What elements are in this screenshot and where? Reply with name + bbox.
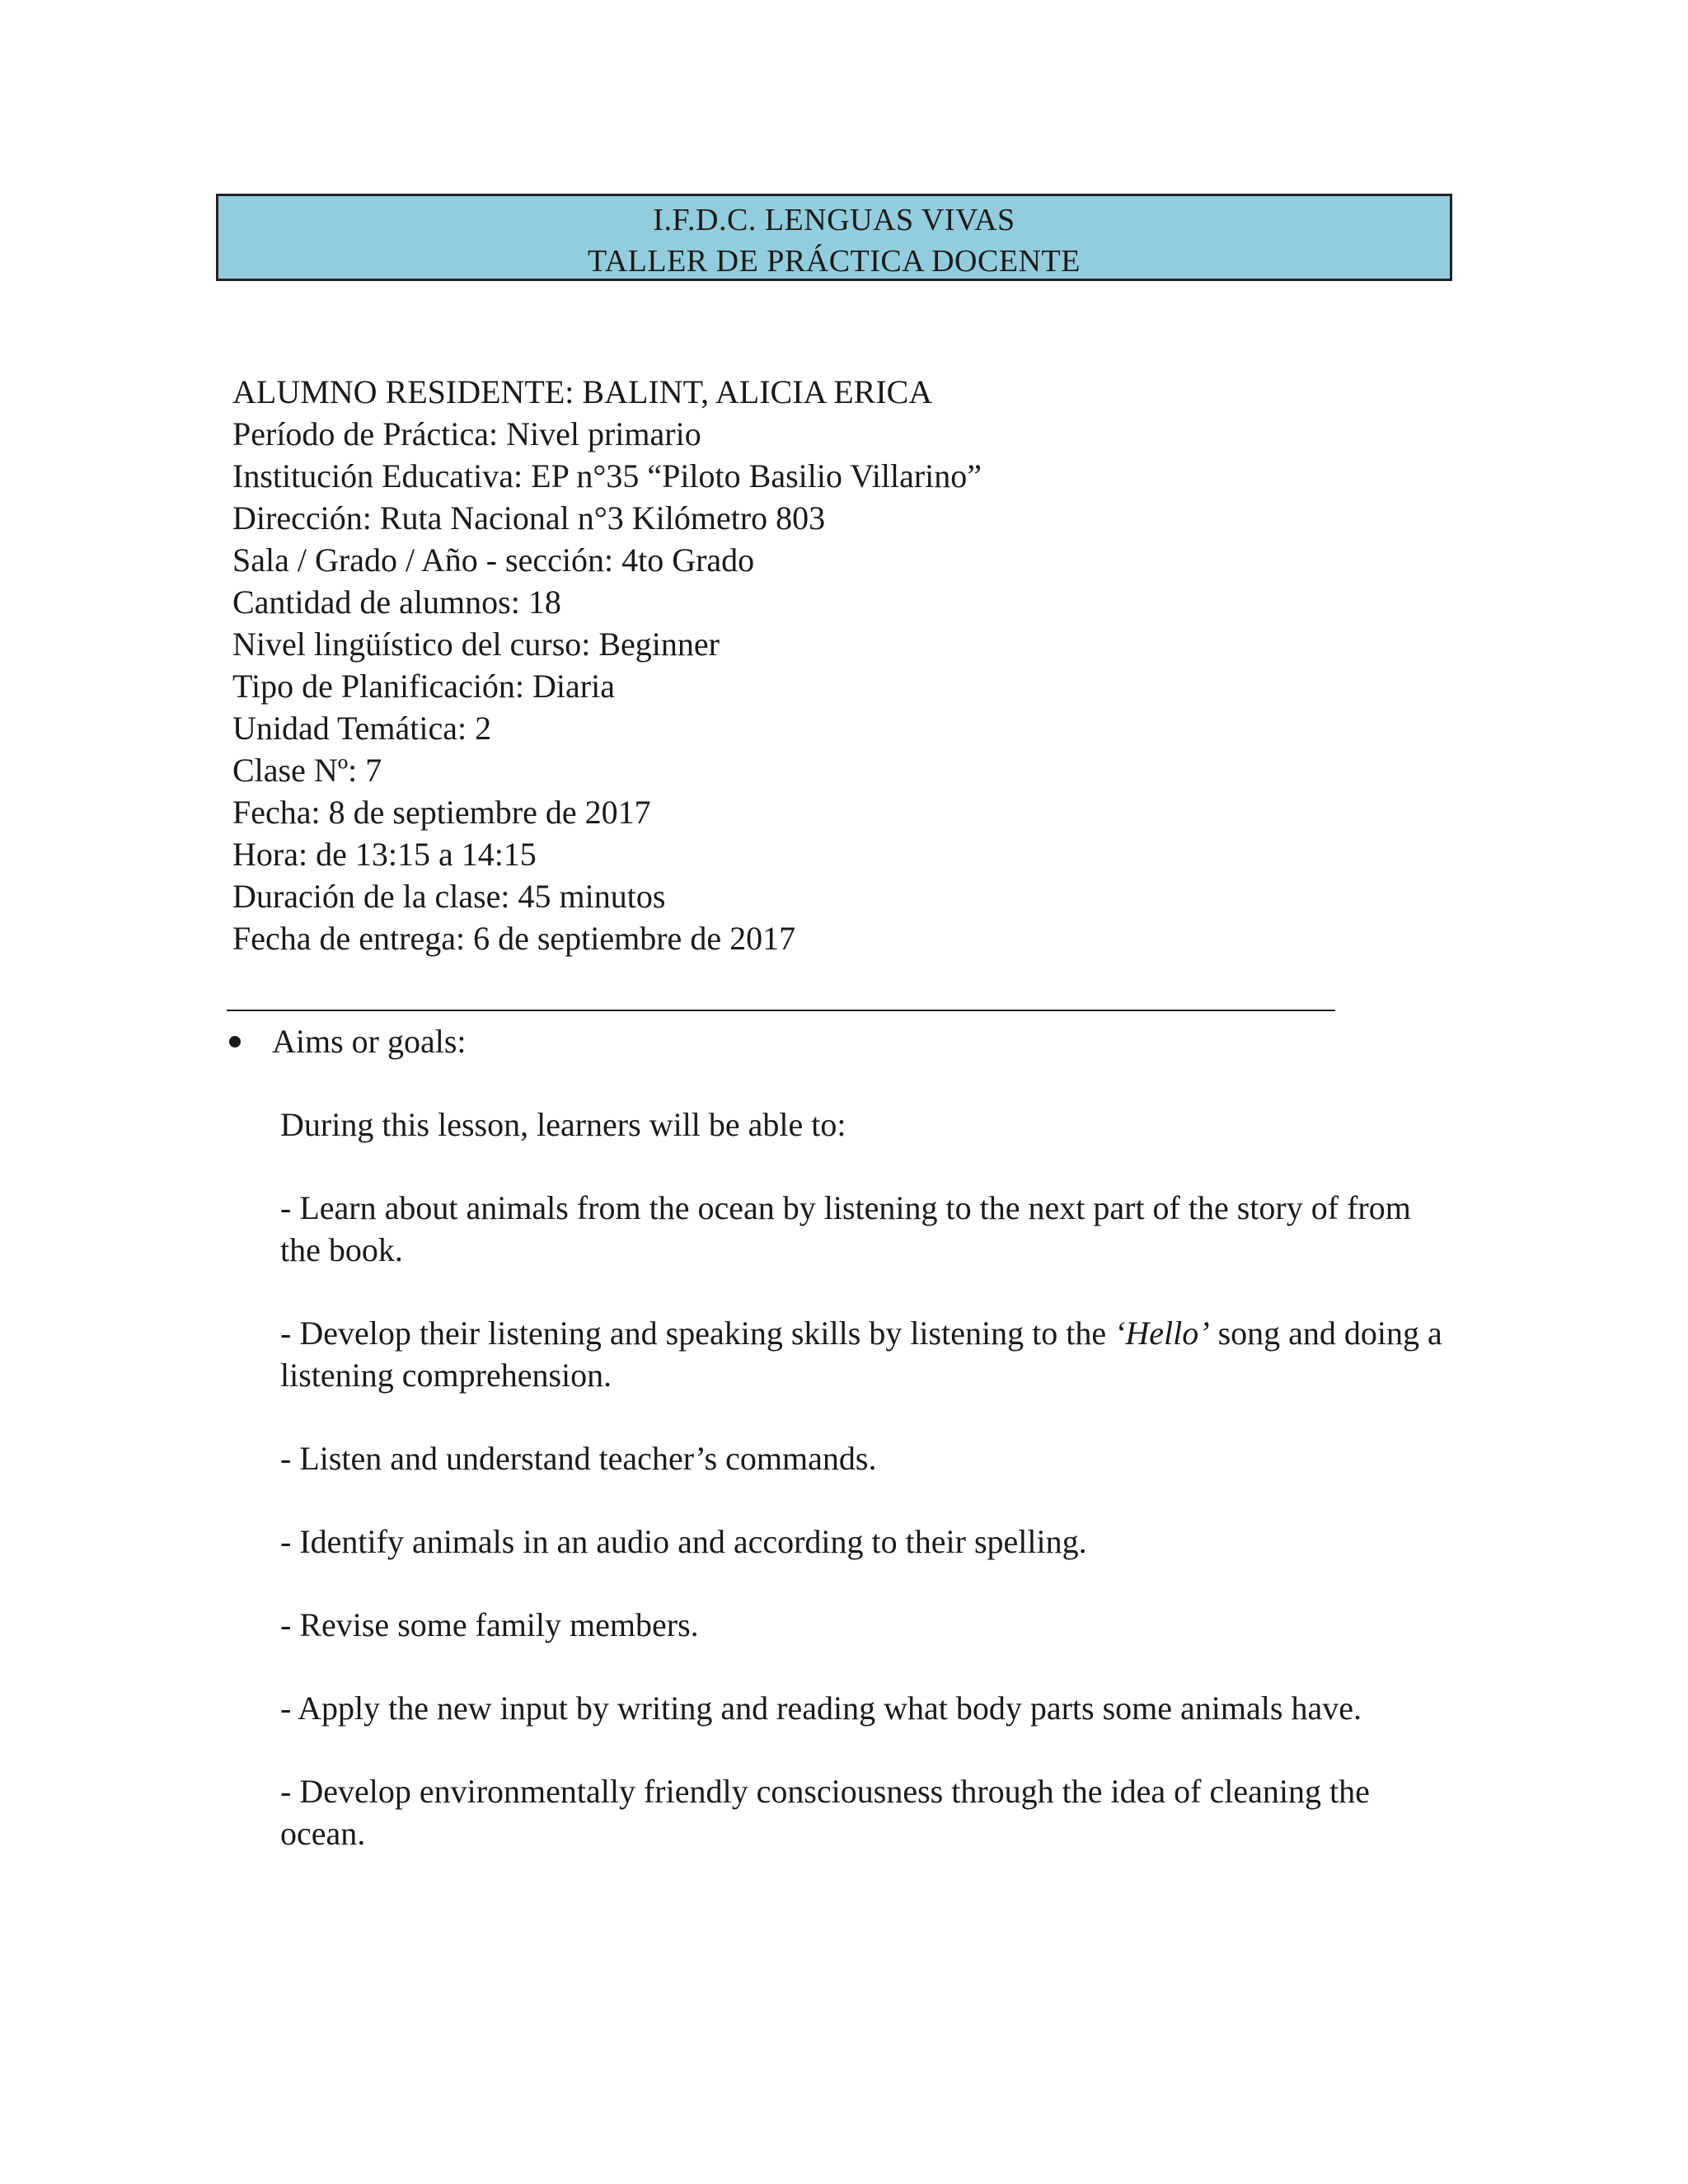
aim-item: - Apply the new input by writing and reading what body parts some animals have. xyxy=(280,1690,1362,1727)
aim-text: song and doing a listening comprehension. xyxy=(280,1315,1442,1394)
info-student-count: Cantidad de alumnos: 18 xyxy=(232,583,561,621)
aim-item: - Revise some family members. xyxy=(280,1606,699,1643)
song-title: ‘Hello’ xyxy=(1114,1315,1210,1352)
info-institution: Institución Educativa: EP n°35 “Piloto Basilio Villarino” xyxy=(232,457,982,494)
info-address: Dirección: Ruta Nacional n°3 Kilómetro 803 xyxy=(232,499,826,537)
aims-section xyxy=(227,1020,1447,1896)
institution-header xyxy=(216,194,1452,281)
info-language-level: Nivel lingüístico del curso: Beginner xyxy=(232,626,720,663)
info-unit: Unidad Temática: 2 xyxy=(232,710,492,747)
aims-intro: During this lesson, learners will be able to: xyxy=(280,1106,846,1143)
aims-body xyxy=(227,1104,1447,1854)
info-student: ALUMNO RESIDENTE: BALINT, ALICIA ERICA xyxy=(232,373,933,410)
aim-item: - Develop environmentally friendly consciousness through the idea of cleaning the ocean. xyxy=(280,1773,1370,1852)
institution-name: I.F.D.C. LENGUAS VIVAS xyxy=(653,203,1015,237)
info-time: Hora: de 13:15 a 14:15 xyxy=(232,836,537,873)
info-class-number: Clase Nº: 7 xyxy=(232,752,382,789)
workshop-title: TALLER DE PRÁCTICA DOCENTE xyxy=(588,244,1081,279)
info-duration: Duración de la clase: 45 minutos xyxy=(232,878,666,915)
lesson-info xyxy=(232,371,1386,959)
aim-text: - Develop their listening and speaking skills by listening to the xyxy=(280,1315,1115,1352)
info-date: Fecha: 8 de septiembre de 2017 xyxy=(232,794,651,831)
aim-item xyxy=(280,1312,1447,1396)
aim-item: - Learn about animals from the ocean by listening to the next part of the story of from the book. xyxy=(280,1189,1411,1268)
bullet-icon xyxy=(229,1036,241,1047)
info-planning-type: Tipo de Planificación: Diaria xyxy=(232,668,615,705)
section-divider xyxy=(227,1010,1335,1011)
aim-item: - Identify animals in an audio and according to their spelling. xyxy=(280,1523,1087,1560)
info-delivery-date: Fecha de entrega: 6 de septiembre de 2017 xyxy=(232,920,796,957)
aims-heading: Aims or goals: xyxy=(272,1023,467,1060)
info-period: Período de Práctica: Nivel primario xyxy=(232,415,701,452)
info-grade: Sala / Grado / Año - sección: 4to Grado xyxy=(232,541,755,579)
aim-item: - Listen and understand teacher’s commands. xyxy=(280,1440,877,1477)
aims-heading-row xyxy=(227,1020,1447,1062)
